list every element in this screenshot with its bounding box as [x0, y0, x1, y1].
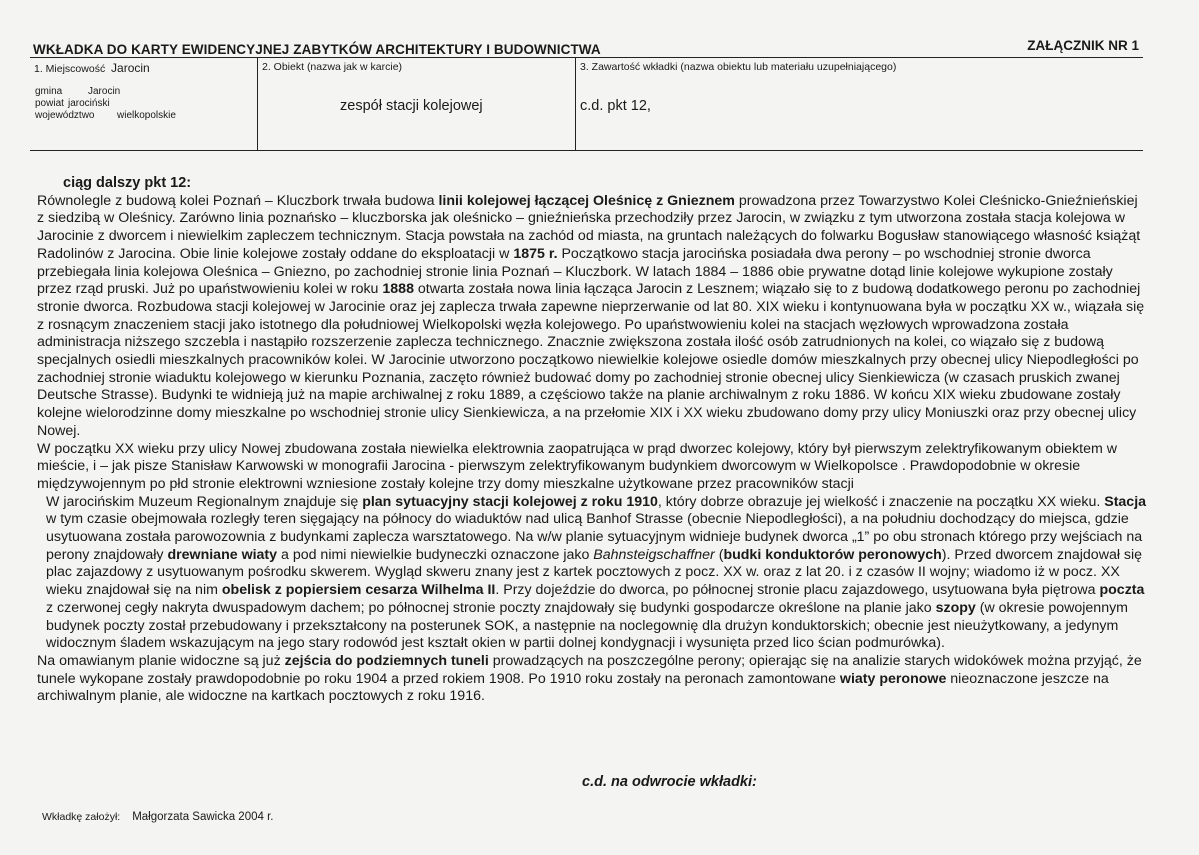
attachment-number: ZAŁĄCZNIK NR 1	[1027, 38, 1139, 53]
gmina-value: Jarocin	[88, 86, 121, 97]
bold-text: 1875 r.	[513, 245, 558, 262]
wojewodztwo-value: wielkopolskie	[117, 110, 176, 121]
field-2-label: 2. Obiekt (nazwa jak w karcie)	[262, 61, 403, 73]
bold-text: plan sytuacyjny stacji kolejowej z roku 1910	[362, 493, 658, 510]
paragraph-2: W początku XX wieku przy ulicy Nowej zbudowana została niewielka elektrownia zaopatrująca w prąd dworzec kolejowy, który był pierwszym zelektryfikowanym obiektem w mieście, i – jak pisze Stanisław Karwowski w monografii Jarocina - pierwszym zelektryfikowanym budynkiem dworcowym w Wielkopolsce . Prawdopodobnie w okresie międzywojennym po płd stronie elektrowni wzniesione zostały kolejne trzy domy mieszkalne użytkowane przez pracowników stacji	[37, 440, 1118, 492]
footer-label: Wkładkę założył:	[42, 811, 121, 823]
text-run: (	[714, 546, 724, 563]
text-run: prowadzona przez Towarzystwo Kolei Cleśnicko-Gnieźnieńskiej z siedzibą w Oleśnicy. Zarówno linia poznańsko – kluczborska jak oleśnicko – gnieźnieńska przechodziły przez Jarocin, w związku z tym utworzona została stacja kolejowa w Jarocinie z dworcem i niewielkim zapleczem technicznym. Stacja powstała na zachód od miasta, na gruntach należących do folwarku Bogusław stanowiącego własność książąt Radolinów z Jarocina. Obie linie kolejowe zostały oddane do eksploatacji w	[37, 192, 1141, 262]
column-divider	[575, 58, 576, 150]
paragraph-3	[37, 494, 1147, 653]
bold-text: szopy	[935, 599, 976, 616]
field-1-value: Jarocin	[111, 61, 150, 75]
column-divider	[257, 58, 258, 150]
field-1-label-text: 1. Miejscowość	[34, 63, 106, 75]
footer-author: Małgorzata Sawicka 2004 r.	[132, 811, 274, 823]
text-run: nieoznaczone jeszcze na archiwalnym planie, ale widoczne na kartkach pocztowych z roku 1916.	[37, 670, 1109, 705]
paragraph-4	[37, 653, 1147, 706]
powiat-value: jarociński	[68, 98, 110, 109]
document-title: WKŁADKA DO KARTY EWIDENCYJNEJ ZABYTKÓW ARCHITEKTURY I BUDOWNICTWA	[33, 42, 601, 57]
bold-text: drewniane wiaty	[167, 546, 278, 563]
text-run: . Przy dojeździe do dworca, po północnej stronie placu zajazdowego, usytuowana była piętrowa	[495, 582, 1100, 599]
text-run: prowadzących na poszczególne perony; opierając się na analizie starych widokówek można przyjąć, że tunele wykopane zostały prawdopodobnie po roku 1904 a przed rokiem 1908. Po 1910 roku zostały na peronach zamontowane	[37, 652, 1142, 687]
field-3-label: 3. Zawartość wkładki (nazwa obiektu lub materiału uzupełniającego)	[580, 61, 897, 73]
text-run: w tym czasie obejmowała rozległy teren sięgający na północy do wiaduktów nad ulicą Banhof Strasse (obecnie Niepodległości), a na południu dochodzący do miejsca, gdzie usytuowana została parowozownia z budynkami zaplecza warsztatowego. Na w/w planie sytuacyjnym widnieje budynek dworca „1” po obu stronach którego przy wejściach na perony znajdowały	[46, 511, 1143, 563]
footer	[42, 811, 273, 823]
bold-text: wiaty peronowe	[839, 670, 947, 687]
bold-text: zejścia do podziemnych tuneli	[284, 652, 489, 669]
location-details	[35, 86, 176, 122]
gmina-label: gmina	[35, 86, 63, 97]
text-run: z czerwonej cegły nakryta dwuspadowym dachem; po północnej stronie poczty znajdowały się budynki gospodarcze określone na planie jako	[46, 599, 936, 616]
text-run: (w okresie powojennym budynek poczty został przebudowany i przekształcony na posterunek SOK, a następnie na noclegownię dla drużyn konduktorskich; obecnie jest nieużytkowany, a jedynym widocznym śladem wskazującym na jego stary rodowód jest kształt okien w partii dolnej kondygnacji i wysunięta przed lico ścian podmurówka).	[46, 599, 1128, 652]
wojewodztwo-label: województwo	[35, 110, 95, 121]
bold-text: poczta	[1099, 582, 1145, 599]
body-text	[37, 175, 1147, 706]
bold-text: obelisk z popiersiem cesarza Wilhelma II	[221, 582, 496, 599]
bold-text: linii kolejowej łączącej Oleśnicę z Gnieznem	[438, 192, 735, 209]
text-run: a pod nimi niewielkie budyneczki oznaczone jako	[277, 546, 594, 563]
bold-text: Stacja	[1104, 493, 1147, 510]
field-2-value: zespół stacji kolejowej	[340, 98, 483, 114]
text-run: Na omawianym planie widoczne są już	[37, 652, 285, 669]
section-heading: ciąg dalszy pkt 12:	[63, 175, 192, 191]
text-run: ). Przed dworcem znajdował się plac zajazdowy z usytuowanym pośrodku skwerem. Wygląd skweru znany jest z kartek pocztowych z pocz. XX w. oraz z lat 20. i z czasów II wojny; wiadomo iż w pocz. XX wieku znajdował się na nim	[46, 546, 1143, 599]
bold-text: budki konduktorów peronowych	[723, 546, 942, 563]
bold-text: 1888	[382, 281, 414, 298]
field-1-label	[34, 61, 150, 75]
text-run: Początkowo stacja jarocińska posiadała dwa perony – po wschodniej stronie dworca przebiegała linia kolejowa Oleśnica – Gniezno, po zachodniej stronie linia Poznań – Kluczbork. W latach 1884 – 1886 obie prywatne dotąd linie kolejowe wykupione zostały przez rząd pruski. Już po upaństwowieniu kolei w roku	[37, 245, 1113, 298]
text-run: otwarta została nowa linia łącząca Jarocin z Lesznem; wiązało się to z budową dodatkowego peronu po zachodniej stronie dworca. Rozbudowa stacji kolejowej w Jarocinie oraz jej zaplecza trwała zapewne nieprzerwanie od lat 80. XIX wieku i kontynuowana była w początku XX w., wiązała się z rosnącym znaczeniem stacji jako istotnego dla południowej Wielkopolski węzła kolejowego. Po upaństwowieniu kolei na stacjach węzłowych wprowadzona została administracja niższego szczebla i nastąpiło rozszerzenie zaplecza technicznego. Znacznie zwiększona została ilość osób zatrudnionych na kolei, co wiązało się z budową specjalnych osiedli mieszkalnych pracowników kolei. W Jarocinie utworzono początkowo niewielkie kolejowe osiedle domów mieszkalnych przy obecnej ulicy Niepodległości po zachodniej stronie wiaduktu kolejowego w kierunku Poznania, zaczęto również budować domy po zachodniej stronie obecnej ulicy Sienkiewicza (w czasach pruskich zwanej Deutsche Strasse). Budynki te widnieją już na mapie archiwalnej z roku 1889, a częściowo także na planie archiwalnym z roku 1886. W końcu XIX wieku zbudowane zostały kolejne wielorodzinne domy mieszkalne po wschodniej stronie ulicy Sienkiewicza, a na przełomie XIX i XX wieku zbudowano domy przy ulicy Moniuszki oraz przy obecnej ulicy Nowej.	[37, 281, 1145, 439]
text-run: , który dobrze obrazuje jej wielkość i znaczenie na początku XX wieku.	[657, 493, 1105, 510]
form-header-table	[30, 58, 1143, 151]
text-run: W jarocińskim Muzeum Regionalnym znajduje się	[46, 493, 363, 510]
text-run: Równolegle z budową kolei Poznań – Kluczbork trwała budowa	[37, 192, 439, 209]
powiat-label: powiat	[35, 98, 64, 109]
italic-text: Bahnsteigschaffner	[593, 546, 715, 563]
field-3-value: c.d. pkt 12,	[580, 98, 651, 114]
continued-note: c.d. na odwrocie wkładki:	[582, 774, 757, 790]
paragraph-1	[37, 193, 1147, 441]
